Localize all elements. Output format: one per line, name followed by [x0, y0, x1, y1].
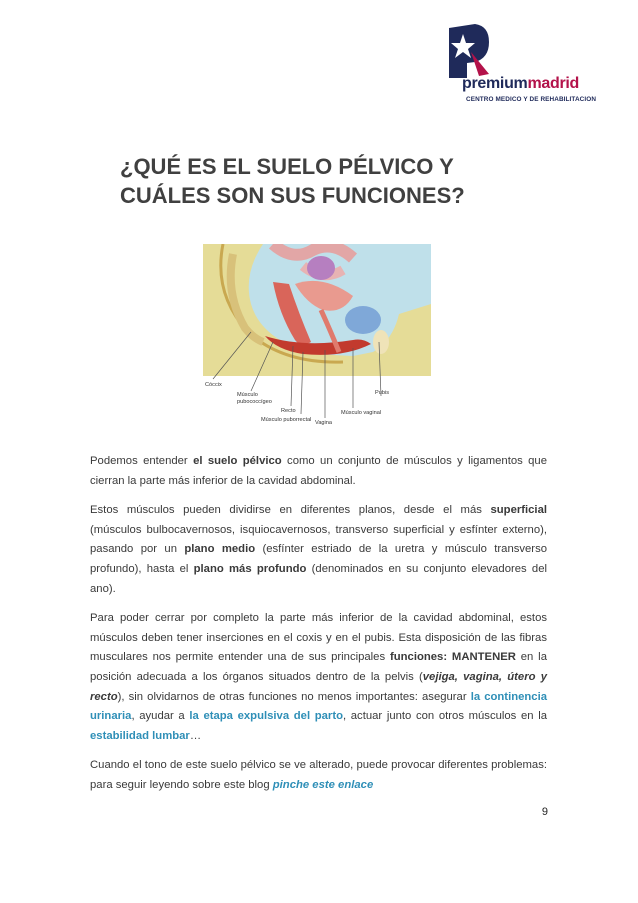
logo-name	[462, 75, 579, 93]
paragraph-3	[90, 609, 547, 746]
text-run: (músculos bulbocavernosos, isquiocavernosos, transverso superficial y esfínter externo), pasando por un	[90, 523, 547, 556]
label-rectum: Recto	[281, 408, 296, 414]
logo-tagline: CENTRO MEDICO Y DE REHABILITACION	[466, 96, 597, 103]
highlight-plano-medio: plano medio	[184, 543, 256, 556]
paragraph-4	[90, 756, 547, 795]
label-vaginal-muscle: Músculo vaginal	[341, 410, 382, 416]
brand-logo	[440, 22, 610, 108]
text-run: (esfínter estriado de la uretra y músculo transverso profundo), hasta el	[90, 543, 548, 575]
label-coccyx: Cóccix	[205, 382, 222, 388]
text-run: …	[189, 729, 202, 742]
paragraph-1	[90, 452, 547, 491]
highlight-funciones: funciones: MANTENER	[389, 651, 516, 664]
text-run: (denominados en su conjunto elevadores del ano).	[90, 562, 547, 595]
logo-name-part2: madrid	[527, 75, 580, 92]
text-run: Podemos entender	[90, 455, 194, 467]
text-run: , actuar junto con otros músculos en la	[342, 710, 547, 723]
pelvic-floor-illustration	[203, 244, 431, 430]
paragraph-2	[90, 501, 547, 599]
link-pinche-este-enlace[interactable]: pinche este enlace	[272, 778, 374, 791]
label-pubis: Pubis	[375, 390, 389, 396]
text-run: en la posición adecuada a los órganos situados dentro de la pelvis (	[90, 651, 547, 683]
title-line-2: CUÁLES SON SUS FUNCIONES?	[120, 183, 465, 208]
highlight-suelo-pelvico: el suelo pélvico	[193, 455, 282, 467]
label-puborectalis: Músculo puborrectal	[261, 417, 312, 423]
label-pubococcygeus-line2: pubococcígeo	[237, 399, 272, 405]
text-run: como un conjunto de músculos y ligamentos que cierran la parte más inferior de la cavidad abdominal.	[90, 455, 547, 487]
page-number: 9	[541, 806, 548, 818]
label-pubococcygeus-line1: Músculo	[237, 392, 258, 398]
label-vagina: Vagina	[315, 420, 333, 426]
text-run: ), sin olvidarnos de otras funciones no menos importantes: asegurar	[117, 690, 471, 703]
title-line-1: ¿QUÉ ES EL SUELO PÉLVICO Y	[120, 154, 454, 179]
text-run: Cuando el tono de este suelo pélvico se ve alterado, puede provocar diferentes problemas: para seguir leyendo sobre este blog	[90, 759, 547, 791]
highlight-organos: vejiga, vagina, útero y recto	[90, 670, 547, 703]
logo-name-part1: premium	[462, 75, 528, 92]
article-body	[90, 452, 547, 806]
highlight-plano-profundo: plano más profundo	[193, 562, 307, 575]
logo-mark-icon	[445, 22, 491, 78]
text-run: Para poder cerrar por completo la parte más inferior de la cavidad abdominal, estos músculos deben tener inserciones en el coxis y en el pubis. Esta disposición de las fibras musculares nos permite entender una de sus principales	[90, 612, 547, 664]
link-etapa-expulsiva[interactable]: la etapa expulsiva del parto	[189, 710, 343, 723]
text-run: Estos músculos pueden dividirse en diferentes planos, desde el más	[90, 504, 491, 517]
link-estabilidad-lumbar[interactable]: estabilidad lumbar	[90, 729, 190, 742]
page-title	[120, 152, 550, 210]
link-continencia-urinaria[interactable]: la continencia urinaria	[90, 690, 547, 723]
highlight-superficial: superficial	[490, 504, 547, 517]
text-run: , ayudar a	[131, 710, 190, 723]
